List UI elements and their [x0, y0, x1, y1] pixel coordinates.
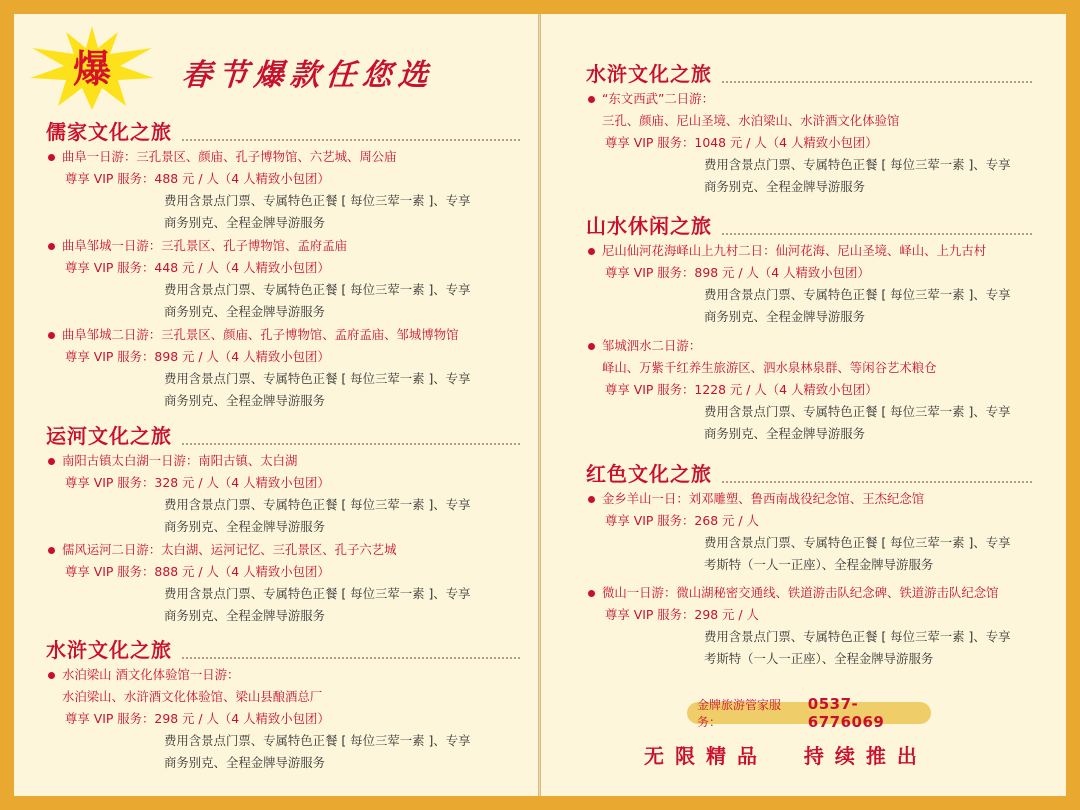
tour-item [48, 235, 470, 323]
tour-price: 尊享 VIP 服务：328 元 / 人（4 人精致小包团） [65, 475, 330, 490]
tour-name: 邹城泗水二日游： [602, 338, 702, 353]
page-title: 春节爆款任您选 [180, 58, 435, 93]
tour-item [588, 488, 1010, 576]
tour-note: 商务别克、全程金牌导游服务 [704, 179, 866, 194]
tour-route: 太白湖、运河记忆、三孔景区、孔子六艺城 [161, 542, 397, 557]
tour-note: 费用含景点门票、专属特色正餐 [ 每位三荤一素 ]、专享 [164, 733, 471, 748]
tour-route: 三孔、颜庙、尼山圣境、水泊梁山、水浒酒文化体验馆 [602, 113, 900, 128]
tour-route: 刘邓雕塑、鲁西南战役纪念馆、王杰纪念馆 [688, 491, 925, 506]
bullet-icon [48, 154, 55, 161]
section-red [586, 458, 1032, 487]
tour-route: 三孔景区、颜庙、孔子博物馆、孟府孟庙、邹城博物馆 [161, 327, 459, 342]
section-title: 山水休闲之旅 [586, 214, 712, 238]
tour-note: 费用含景点门票、专属特色正餐 [ 每位三荤一素 ]、专享 [164, 371, 471, 386]
tour-name: 尼山仙河花海峄山上九村二日： [602, 243, 776, 258]
tour-note: 商务别克、全程金牌导游服务 [164, 755, 326, 770]
tour-price: 尊享 VIP 服务：898 元 / 人（4 人精致小包团） [605, 265, 870, 280]
tour-name: 曲阜邹城一日游： [62, 238, 162, 253]
dotted-divider [722, 233, 1032, 235]
tour-item [48, 450, 470, 538]
bullet-icon [48, 243, 55, 250]
page-fold [538, 14, 541, 796]
tour-price: 尊享 VIP 服务：298 元 / 人 [605, 607, 759, 622]
section-title: 儒家文化之旅 [46, 120, 172, 144]
tour-note: 商务别克、全程金牌导游服务 [704, 309, 866, 324]
section-title: 红色文化之旅 [586, 462, 712, 486]
bullet-icon [48, 458, 55, 465]
tour-note: 费用含景点门票、专属特色正餐 [ 每位三荤一素 ]、专享 [704, 404, 1011, 419]
tour-note: 商务别克、全程金牌导游服务 [164, 393, 326, 408]
bullet-icon [48, 672, 55, 679]
bullet-icon [588, 343, 595, 350]
tour-note: 费用含景点门票、专属特色正餐 [ 每位三荤一素 ]、专享 [704, 287, 1011, 302]
bullet-icon [48, 547, 55, 554]
tour-note: 商务别克、全程金牌导游服务 [164, 519, 326, 534]
tour-item [588, 582, 1010, 670]
bullet-icon [48, 332, 55, 339]
tour-price: 尊享 VIP 服务：488 元 / 人（4 人精致小包团） [65, 171, 330, 186]
tour-item [588, 88, 1010, 198]
hotline-badge [687, 695, 931, 731]
section-title: 水浒文化之旅 [586, 62, 712, 86]
dotted-divider [722, 481, 1032, 483]
bullet-icon [588, 248, 595, 255]
bullet-icon [588, 590, 595, 597]
tour-note: 费用含景点门票、专属特色正餐 [ 每位三荤一素 ]、专享 [164, 193, 471, 208]
tour-note: 费用含景点门票、专属特色正餐 [ 每位三荤一素 ]、专享 [164, 497, 471, 512]
tour-note: 费用含景点门票、专属特色正餐 [ 每位三荤一素 ]、专享 [164, 586, 471, 601]
tour-name: 金乡羊山一日： [602, 491, 689, 506]
burst-badge-icon [30, 26, 154, 110]
tour-note: 商务别克、全程金牌导游服务 [164, 608, 326, 623]
hotline-label: 金牌旅游管家服务： [697, 698, 782, 729]
tour-price: 尊享 VIP 服务：268 元 / 人 [605, 513, 759, 528]
tour-item [588, 335, 1010, 445]
tour-route: 水泊梁山、水浒酒文化体验馆、梁山县酿酒总厂 [62, 689, 323, 704]
tour-price: 尊享 VIP 服务：448 元 / 人（4 人精致小包团） [65, 260, 330, 275]
tour-name: 曲阜邹城二日游： [62, 327, 162, 342]
tour-item [48, 664, 470, 774]
tour-route: 三孔景区、孔子博物馆、孟府孟庙 [161, 238, 347, 253]
bullet-icon [588, 496, 595, 503]
tour-item [588, 240, 1010, 328]
tour-item [48, 324, 470, 412]
tour-route: 微山湖秘密交通线、铁道游击队纪念碑、铁道游击队纪念馆 [676, 585, 999, 600]
tour-price: 尊享 VIP 服务：898 元 / 人（4 人精致小包团） [65, 349, 330, 364]
tour-price: 尊享 VIP 服务：888 元 / 人（4 人精致小包团） [65, 564, 330, 579]
tour-route: 峄山、万紫千红养生旅游区、泗水泉林泉群、等闲谷艺术粮仓 [602, 360, 937, 375]
hotline-number[interactable]: 0537-6776069 [807, 695, 885, 731]
tour-note: 商务别克、全程金牌导游服务 [164, 215, 326, 230]
tour-name: 曲阜一日游： [62, 149, 137, 164]
tour-note: 考斯特（一人一正座）、全程金牌导游服务 [704, 651, 934, 666]
tour-route: 仙河花海、尼山圣境、峄山、上九古村 [775, 243, 987, 258]
slogan: 无限精品 持续推出 [644, 744, 928, 768]
tour-item [48, 146, 470, 234]
tour-price: 尊享 VIP 服务：1048 元 / 人（4 人精致小包团） [605, 135, 878, 150]
tour-price: 尊享 VIP 服务：298 元 / 人（4 人精致小包团） [65, 711, 330, 726]
section-landscape [586, 210, 1032, 239]
tour-price: 尊享 VIP 服务：1228 元 / 人（4 人精致小包团） [605, 382, 878, 397]
tour-note: 费用含景点门票、专属特色正餐 [ 每位三荤一素 ]、专享 [164, 282, 471, 297]
tour-note: 费用含景点门票、专属特色正餐 [ 每位三荤一素 ]、专享 [704, 535, 1011, 550]
burst-char: 爆 [72, 46, 112, 91]
section-confucian [46, 116, 520, 145]
tour-note: 费用含景点门票、专属特色正餐 [ 每位三荤一素 ]、专享 [704, 629, 1011, 644]
tour-name: “东文西武”二日游： [602, 91, 714, 106]
bullet-icon [588, 96, 595, 103]
section-water-margin-2 [586, 58, 1032, 87]
tour-name: 南阳古镇太白湖一日游： [62, 453, 199, 468]
section-title: 运河文化之旅 [46, 424, 172, 448]
dotted-divider [182, 657, 520, 659]
section-water-margin [46, 634, 520, 663]
tour-route: 三孔景区、颜庙、孔子博物馆、六艺城、周公庙 [136, 149, 397, 164]
tour-note: 商务别克、全程金牌导游服务 [164, 304, 326, 319]
section-canal [46, 420, 520, 449]
tour-note: 考斯特（一人一正座）、全程金牌导游服务 [704, 557, 934, 572]
dotted-divider [182, 139, 520, 141]
tour-note: 费用含景点门票、专属特色正餐 [ 每位三荤一素 ]、专享 [704, 157, 1011, 172]
tour-name: 儒风运河二日游： [62, 542, 162, 557]
tour-name: 微山一日游： [602, 585, 677, 600]
section-title: 水浒文化之旅 [46, 638, 172, 662]
dotted-divider [722, 81, 1032, 83]
tour-note: 商务别克、全程金牌导游服务 [704, 426, 866, 441]
tour-item [48, 539, 470, 627]
tour-name: 水泊梁山 酒文化体验馆一日游： [62, 667, 240, 682]
dotted-divider [182, 443, 520, 445]
tour-route: 南阳古镇、太白湖 [198, 453, 298, 468]
